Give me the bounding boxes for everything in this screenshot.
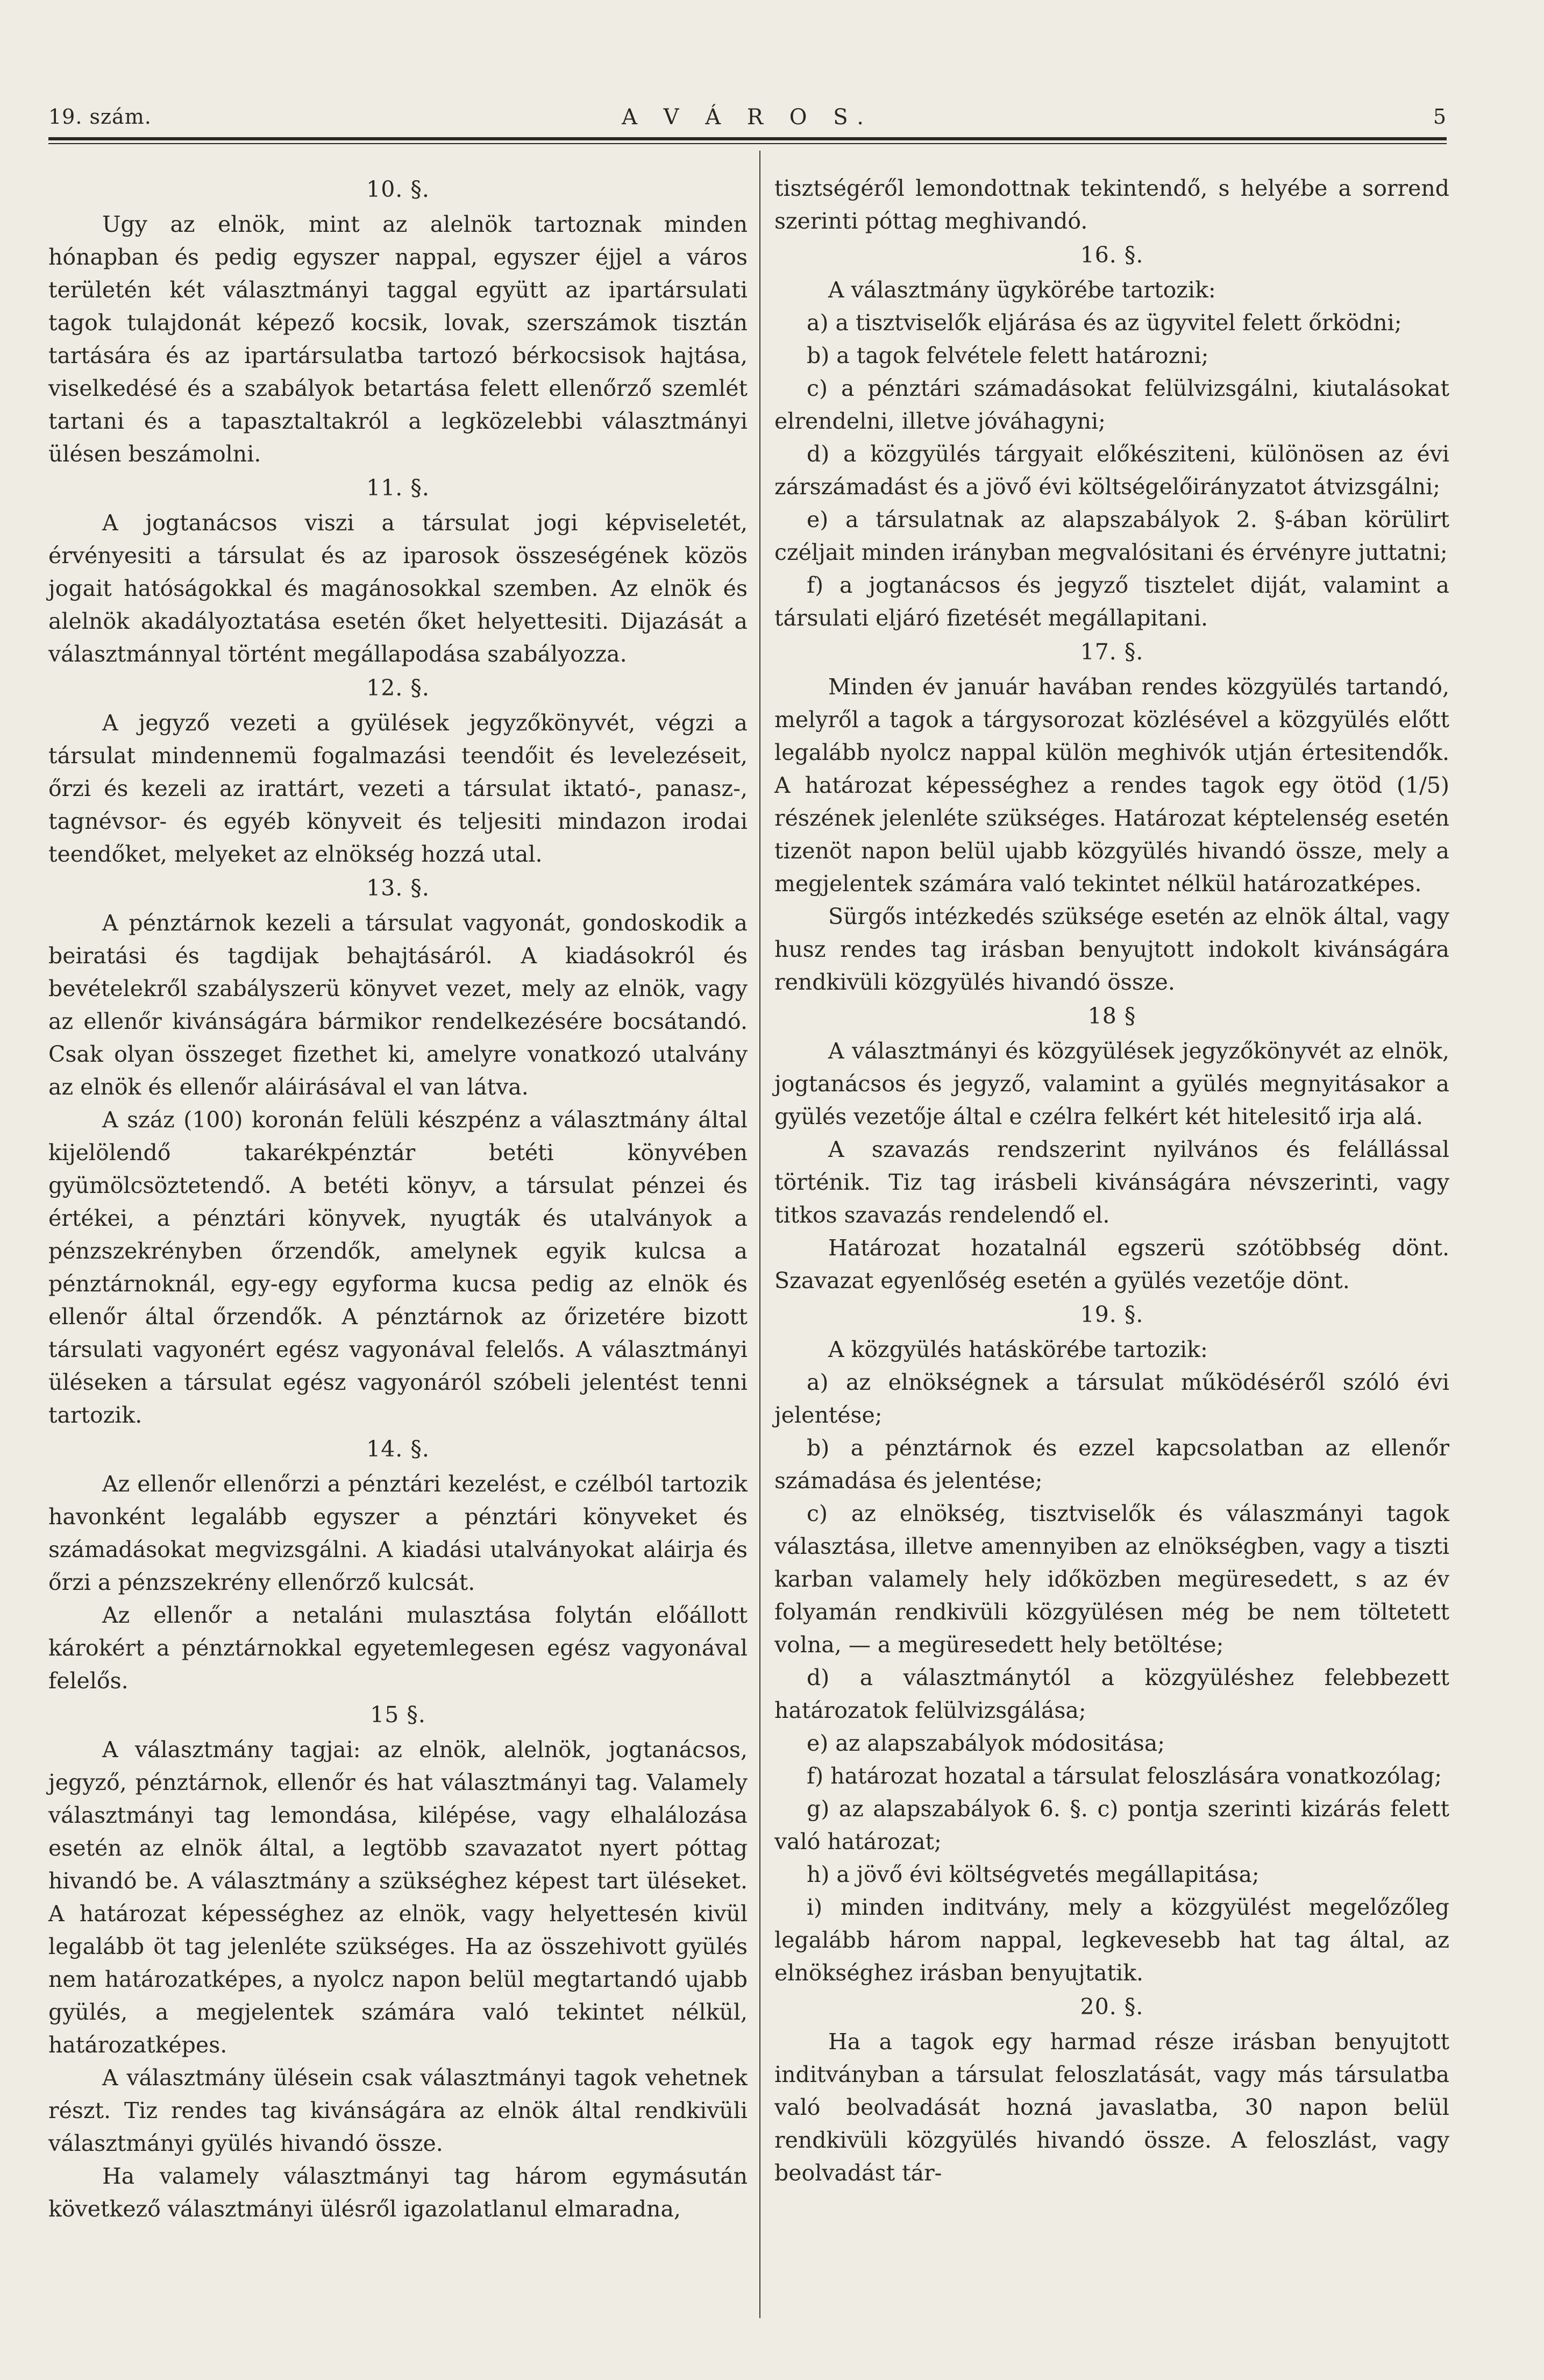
issue-number: 19. szám. [48,105,152,129]
paragraph: tisztségéről lemondottnak tekintendő, s helyébe a sorrend szerinti póttag meghivandó. [774,175,1449,234]
list-item: b) a tagok felvétele felett határozni; [807,343,1209,368]
list-item: a) a tisztviselők eljárása és az ügyvitel felett őrködni; [807,310,1402,336]
paragraph: A jegyző vezeti a gyülések jegyzőkönyvét, végzi a társulat mindennemü fogalmazási teendőit és levelezéseit, őrzi és kezeli az irattárt, vezeti a társulat iktató-, panasz-, tagnévsor- és egyéb könyveit és teljesiti mindazon irodai teendőket, melyeket az elnökség hozzá utal. [48,710,748,867]
list-item: e) a társulatnak az alapszabályok 2. §-ában körülirt czéljait minden irányban megvalósitani és érvényre juttatni; [774,507,1449,565]
list-item: c) a pénztári számadásokat felülvizsgálni, kiutalásokat elrendelni, illetve jóváhagyni; [774,375,1449,434]
paragraph: Az ellenőr a netaláni mulasztása folytán előállott károkért a pénztárnokkal egyetemlegesen egész vagyonával felelős. [48,1602,748,1694]
paragraph: A pénztárnok kezeli a társulat vagyonát, gondoskodik a beiratási és tagdijak behajtásáról. A kiadásokról és bevételekről szabályszerü könyvet vezet, mely az elnök, vagy az ellenőr kivánságára bármikor rendelkezésére bocsátandó. Csak olyan összeget fizethet ki, amelyre vonatkozó utalvány az elnök és ellenőr aláirásával el van látva. [48,910,748,1100]
section-heading: 11. §. [366,475,430,501]
section-heading: 12. §. [366,675,430,701]
page-number: 5 [1433,105,1447,129]
section-heading: 20. §. [1080,1994,1144,2020]
list-item: e) az alapszabályok módositása; [807,1730,1165,1756]
left-column [48,172,748,2226]
paragraph: A választmány tagjai: az elnök, alelnök, jogtanácsos, jegyző, pénztárnok, ellenőr és hat választmányi tag. Valamely választmányi tag lemondása, kilépése, vagy elhalálozása esetén az elnök által, a legtöbb szavazatot nyert póttag hivandó be. A választmány a szükséghez képest tart üléseket. A határozat képességhez az elnök, vagy helyettesén kivül legalább öt tag jelenléte szükséges. Ha az összehivott gyülés nem határozatképes, a nyolcz napon belül megtartandó ujabb gyülés, a megjelentek számára való tekintet nélkül, határozatképes. [48,1737,748,2058]
publication-title: A V Á R O S. [622,105,873,130]
right-column [774,172,1449,2190]
page-header [48,105,1447,137]
section-heading: 15 §. [370,1702,426,1728]
paragraph: Határozat hozatalnál egszerü szótöbbség dönt. Szavazat egyenlőség esetén a gyülés vezetője dönt. [774,1235,1449,1294]
header-rule-thin [48,143,1447,144]
list-item: d) a választmánytól a közgyüléshez felebbezett határozatok felülvizsgálása; [774,1665,1449,1723]
paragraph: A szavazás rendszerint nyilvános és felállással történik. Tiz tag irásbeli kivánságára névszerinti, vagy titkos szavazás rendelendő el. [774,1136,1449,1228]
section-heading: 14. §. [366,1436,430,1462]
list-item: f) határozat hozatal a társulat feloszlására vonatkozólag; [807,1763,1442,1789]
paragraph: Ugy az elnök, mint az alelnök tartoznak minden hónapban és pedig egyszer nappal, egyszer éjjel a város területén két választmányi taggal együtt az ipartársulati tagok tulajdonát képező kocsik, lovak, szerszámok tisztán tartására és az ipartársulatba tartozó bérkocsisok hajtása, viselkedésé és a szabályok betartása felett ellenőrző szemlét tartani és a tapasztaltakról a legközelebbi választmányi ülésen beszámolni. [48,211,748,467]
paragraph: A választmányi és közgyülések jegyzőkönyvét az elnök, jogtanácsos és jegyző, valamint a gyülés megnyitásakor a gyülés vezetője által e czélra felkért két hitelesitő irja alá. [774,1038,1449,1129]
paragraph: A közgyülés hatáskörébe tartozik: [828,1337,1208,1362]
section-heading: 18 § [1087,1003,1136,1029]
paragraph: Ha a tagok egy harmad része irásban benyujtott inditványban a társulat feloszlatását, vagy más társulatba való beolvadását hozná javaslatba, 30 napon belül rendkivüli közgyülés hivandó össze. A feloszlást, vagy beolvadást tár- [774,2029,1449,2186]
header-rule [48,137,1447,140]
list-item: i) minden inditvány, mely a közgyülést megelőzőleg legalább három nappal, legkevesebb hat tag által, az elnökséghez irásban benyujtatik. [774,1894,1449,1986]
paragraph: A választmány ülésein csak választmányi tagok vehetnek részt. Tiz rendes tag kivánságára az elnök által rendkivüli választmányi gyülés hivandó össze. [48,2065,748,2156]
paragraph: Sürgős intézkedés szüksége esetén az elnök által, vagy husz rendes tag irásban benyujtott indokolt kivánságára rendkivüli közgyülés hivandó össze. [774,904,1449,995]
section-heading: 16. §. [1080,242,1144,268]
paragraph: Ha valamely választmányi tag három egymásután következő választmányi ülésről igazolatlanul elmaradna, [48,2163,748,2222]
paragraph: Minden év január havában rendes közgyülés tartandó, melyről a tagok a tárgysorozat közlésével a közgyülés előtt legalább nyolcz nappal külön meghivók utján értesitendők. A határozat képességhez a rendes tagok egy ötöd (1/5) részének jelenléte szükséges. Határozat képtelenség esetén tizenöt napon belül ujabb közgyülés hivandó össze, mely a megjelentek számára való tekintet nélkül határozatképes. [774,674,1449,897]
list-item: b) a pénztárnok és ezzel kapcsolatban az ellenőr számadása és jelentése; [774,1435,1449,1494]
section-heading: 10. §. [366,176,430,202]
list-item: d) a közgyülés tárgyait előkésziteni, különösen az évi zárszámadást és a jövő évi költségelőirányzatot átvizsgálni; [774,441,1449,500]
list-item: f) a jogtanácsos és jegyző tisztelet diját, valamint a társulati eljáró fizetését megállapitani. [774,572,1449,631]
paragraph: Az ellenőr ellenőrzi a pénztári kezelést, e czélból tartozik havonként legalább egyszer a pénztári könyveket és számadásokat megvizsgálni. A kiadási utalványokat aláirja és őrzi a pénzszekrény ellenőrző kulcsát. [48,1471,748,1595]
section-heading: 13. §. [366,875,430,901]
section-heading: 19. §. [1080,1302,1144,1327]
list-item: h) a jövő évi költségvetés megállapitása; [807,1862,1260,1887]
list-item: g) az alapszabályok 6. §. c) pontja szerinti kizárás felett való határozat; [774,1796,1449,1855]
paragraph: A választmány ügykörébe tartozik: [828,277,1216,303]
paragraph: A jogtanácsos viszi a társulat jogi képviseletét, érvényesiti a társulat és az iparosok összeségének közös jogait hatóságokkal és magánosokkal szemben. Az elnök és alelnök akadályoztatása esetén őket helyettesiti. Dijazását a választmánnyal történt megállapodása szabályozza. [48,510,748,667]
column-divider [759,151,760,2318]
list-item: c) az elnökség, tisztviselők és válaszmányi tagok választása, illetve amennyiben az elnökségben, vagy a tiszti karban valamely hely időközben megüresedett, s az év folyamán rendkivüli közgyülésen még be nem töltetett volna, — a megüresedett hely betöltése; [774,1501,1449,1658]
list-item: a) az elnökségnek a társulat működéséről szóló évi jelentése; [774,1369,1449,1428]
section-heading: 17. §. [1080,639,1144,665]
paragraph: A száz (100) koronán felüli készpénz a választmány által kijelölendő takarékpénztár betéti könyvében gyümölcsöztetendő. A betéti könyv, a társulat pénzei és értékei, a pénztári könyvek, nyugták és utalványok a pénzszekrényben őrzendők, amelynek egyik kulcsa a pénztárnoknál, egy-egy egyforma kucsa pedig az elnök és ellenőr által őrzendők. A pénztárnok az őrizetére bizott társulati vagyonért egész vagyonával felelős. A választmányi üléseken a társulat egész vagyonáról szóbeli jelentést tenni tartozik. [48,1107,748,1428]
